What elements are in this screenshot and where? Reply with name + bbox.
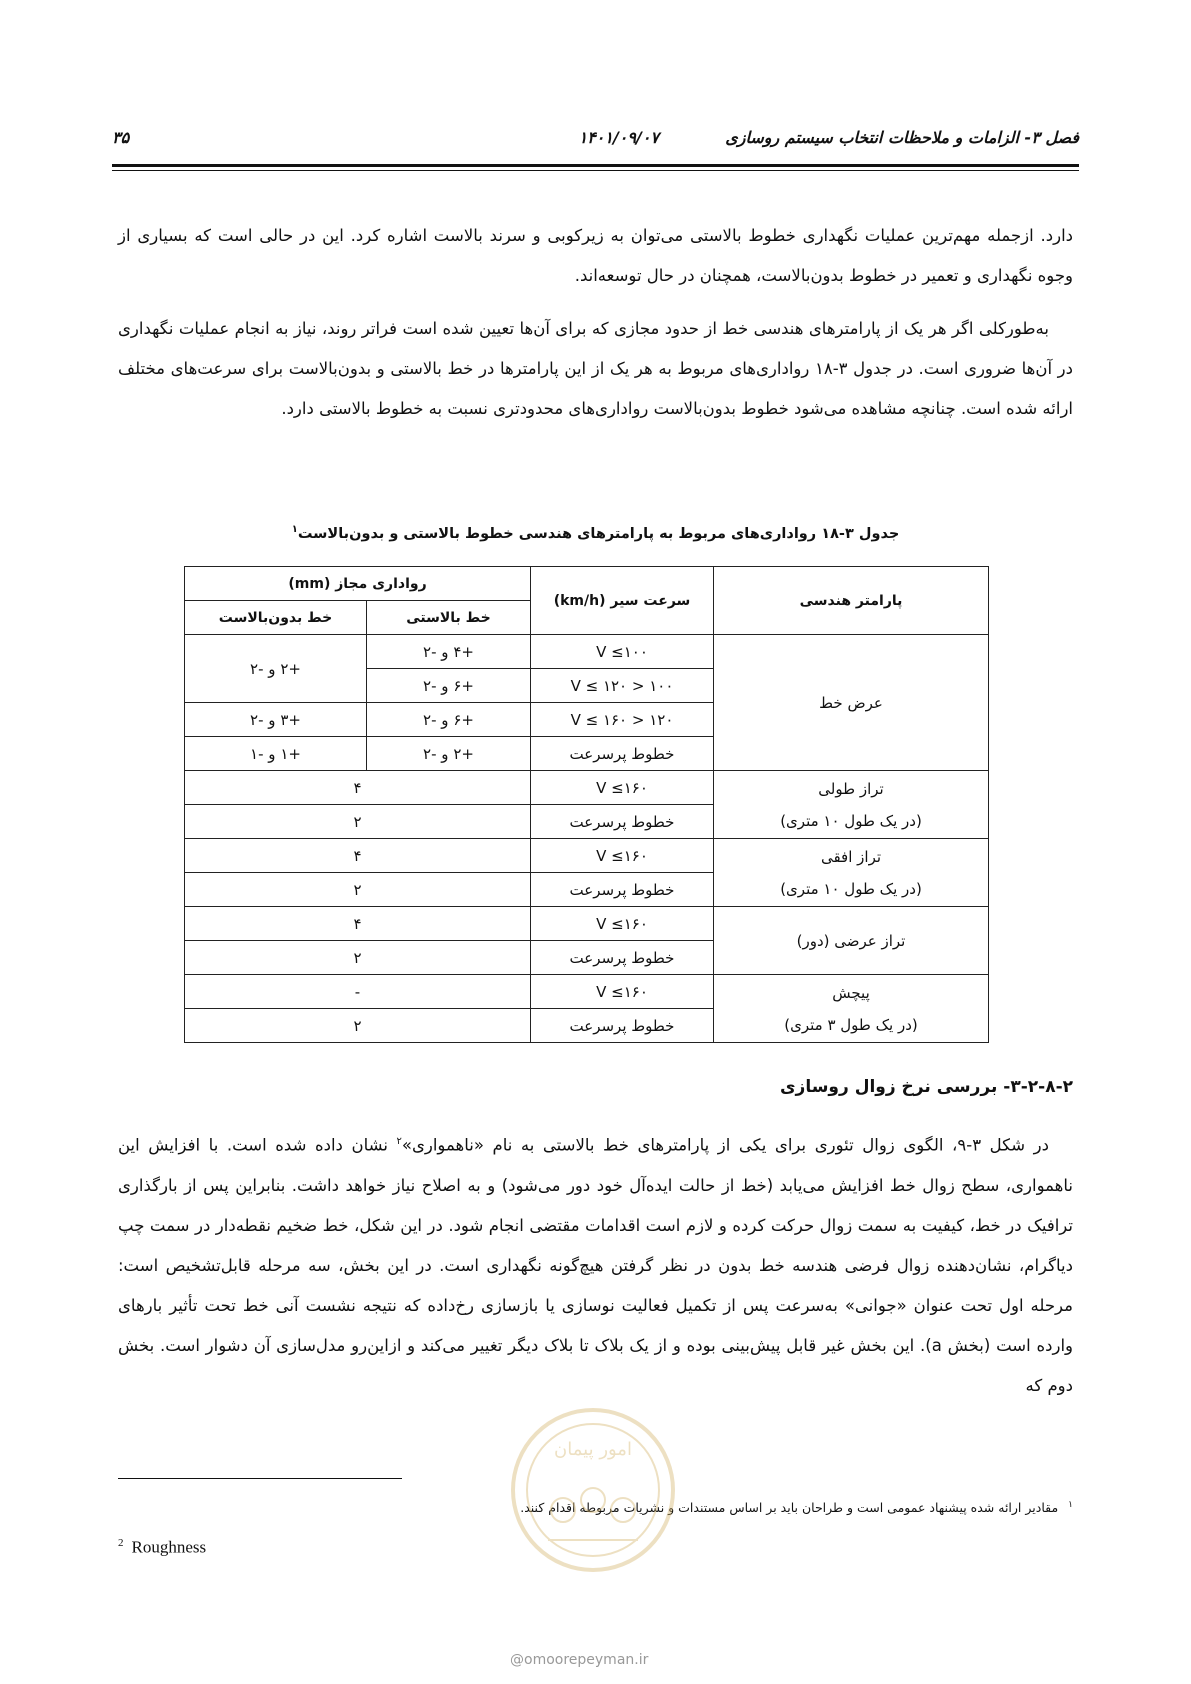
speed-cell: V ≤۱۶۰	[531, 839, 714, 873]
footnote-rule	[118, 1478, 402, 1479]
value-cell: ۴	[185, 907, 531, 941]
table-caption	[170, 524, 1021, 542]
footnote-1-mark: ۱	[1068, 1500, 1073, 1510]
header-rule-thick	[112, 164, 1079, 167]
footnote-ref-1: ۱	[291, 524, 298, 535]
speed-cell: خطوط پرسرعت	[531, 1009, 714, 1043]
paragraph-maintenance: دارد. ازجمله مهم‌ترین عملیات نگهداری خطوط بالاستی می‌توان به زیرکوبی و سرند بالاست اشاره کرد. این در حالی است که بسیاری از وجوه نگهداری و تعمیر در خطوط بدون‌بالاست، همچنان در حال توسعه‌اند.	[118, 226, 1073, 285]
table-row	[185, 771, 989, 805]
speed-cell: ۱۰۰ < V ≤ ۱۲۰	[531, 669, 714, 703]
paragraph-text-start: در شکل ۳-۹، الگوی زوال تئوری برای یکی از پارامترهای خط بالاستی به نام «ناهمواری»	[401, 1135, 1049, 1155]
tolerance-table	[184, 566, 989, 1043]
table-caption-text: جدول ۳-۱۸ رواداری‌های مربوط به پارامترهای هندسی خطوط بالاستی و بدون‌بالاست	[297, 525, 900, 542]
table-row	[185, 839, 989, 873]
value-cell: ۴	[185, 771, 531, 805]
value-cell: ۲	[185, 873, 531, 907]
speed-cell: خطوط پرسرعت	[531, 873, 714, 907]
param-twist	[714, 975, 989, 1043]
table-row	[185, 635, 989, 669]
ballastless-cell: +۳ و -۲	[185, 703, 367, 737]
ballastless-cell: +۲ و -۲	[185, 635, 367, 703]
param-note: (در یک طول ۳ متری)	[784, 1015, 918, 1034]
value-cell: ۴	[185, 839, 531, 873]
watermark-site: @omoorepeyman.ir	[510, 1652, 649, 1668]
param-cross-level: تراز عرضی (دور)	[714, 907, 989, 975]
paragraph-tolerances: به‌طورکلی اگر هر یک از پارامترهای هندسی خط از حدود مجازی که برای آن‌ها تعیین شده است فراتر روند، نیاز به انجام عملیات نگهداری در آن‌ها ضروری است. در جدول ۳-۱۸ رواداری‌های مربوط به هر یک از این پارامترها در خط بالاستی و بدون‌بالاست برای سرعت‌های مختلف ارائه شده است. چنانچه مشاهده می‌شود خطوط بدون‌بالاست رواداری‌های محدودتری نسبت به خطوط بالاستی دارد.	[118, 319, 1073, 418]
value-cell: ۲	[185, 805, 531, 839]
header-ballastless: خط بدون‌بالاست	[185, 601, 367, 635]
ballastless-cell: +۱ و -۱	[185, 737, 367, 771]
paragraph-text-end: نشان داده شده است. با افزایش این ناهمواری، سطح زوال خط افزایش می‌یابد (خط از حالت ایده‌آل خود دور می‌شود) و به اصلاح نیاز خواهد داشت. بنابراین پس از بارگذاری ترافیک در خط، کیفیت به سمت زوال حرکت کرده و لازم است اقدامات مقتضی انجام شود. در این شکل، خط ضخیم نقطه‌دار در سمت چپ دیاگرام، نشان‌دهنده زوال فرضی هندسه خط بدون در نظر گرفتن هیچ‌گونه نگهداری است. در این بخش، سه مرحله قابل‌تشخیص است: مرحله اول تحت عنوان «جوانی» به‌سرعت پس از تکمیل فعالیت نوسازی یا بازسازی رخ‌داده که نتیجه نشست آنی خط تحت تأثیر بارهای وارده است (بخش a). این بخش غیر قابل پیش‌بینی بوده و از یک بلاک تا بلاک دیگر تغییر می‌کند و ازاین‌رو مدل‌سازی آن دشوار است. بخش دوم که	[118, 1135, 1074, 1395]
param-name: تراز افقی	[820, 847, 882, 866]
value-cell: ۲	[185, 1009, 531, 1043]
speed-cell: خطوط پرسرعت	[531, 737, 714, 771]
param-horizontal	[714, 839, 989, 907]
speed-cell: خطوط پرسرعت	[531, 941, 714, 975]
speed-cell: V ≤۱۶۰	[531, 907, 714, 941]
svg-text:امور پیمان: امور پیمان	[554, 1439, 632, 1460]
watermark-emblem-icon	[508, 1405, 678, 1575]
footnote-ref-2: ۲	[396, 1136, 402, 1147]
ballasted-cell: +۴ و -۲	[367, 635, 531, 669]
ballasted-cell: +۶ و -۲	[367, 669, 531, 703]
param-gauge: عرض خط	[714, 635, 989, 771]
page-header	[112, 128, 1079, 154]
param-name: تراز طولی	[818, 779, 884, 798]
table-row	[185, 975, 989, 1009]
footnote-2	[118, 1537, 206, 1558]
header-speed: سرعت سیر (km/h)	[531, 567, 714, 635]
chapter-title: فصل ۳- الزامات و ملاحظات انتخاب سیستم روسازی	[725, 128, 1079, 147]
param-note: (در یک طول ۱۰ متری)	[780, 811, 922, 830]
header-date: ۱۴۰۱/۰۹/۰۷	[578, 128, 659, 147]
header-ballasted: خط بالاستی	[367, 601, 531, 635]
page-number: ۳۵	[112, 128, 130, 147]
ballasted-cell: +۶ و -۲	[367, 703, 531, 737]
header-parameter: پارامتر هندسی	[714, 567, 989, 635]
table-row	[185, 907, 989, 941]
footnote-2-mark: 2	[118, 1537, 124, 1549]
header-tolerance: رواداری مجاز (mm)	[185, 567, 531, 601]
footnote-2-text: Roughness	[131, 1537, 207, 1557]
header-rule-thin	[112, 170, 1079, 171]
speed-cell: V ≤۱۰۰	[531, 635, 714, 669]
speed-cell: ۱۲۰ < V ≤ ۱۶۰	[531, 703, 714, 737]
speed-cell: V ≤۱۶۰	[531, 975, 714, 1009]
value-cell: ۲	[185, 941, 531, 975]
speed-cell: خطوط پرسرعت	[531, 805, 714, 839]
param-name: پیچش	[832, 983, 870, 1002]
param-longitudinal	[714, 771, 989, 839]
speed-cell: V ≤۱۶۰	[531, 771, 714, 805]
section-heading: ۳-۲-۸-۲- بررسی نرخ زوال روسازی	[779, 1077, 1073, 1097]
footnote-1-text: مقادیر ارائه شده پیشنهاد عمومی است و طراحان باید بر اساس مستندات و نشریات مربوطه اقدام کنند.	[520, 1500, 1059, 1516]
paragraph-roughness	[118, 1122, 1073, 1406]
ballasted-cell: +۲ و -۲	[367, 737, 531, 771]
value-cell: -	[185, 975, 531, 1009]
param-note: (در یک طول ۱۰ متری)	[780, 879, 922, 898]
